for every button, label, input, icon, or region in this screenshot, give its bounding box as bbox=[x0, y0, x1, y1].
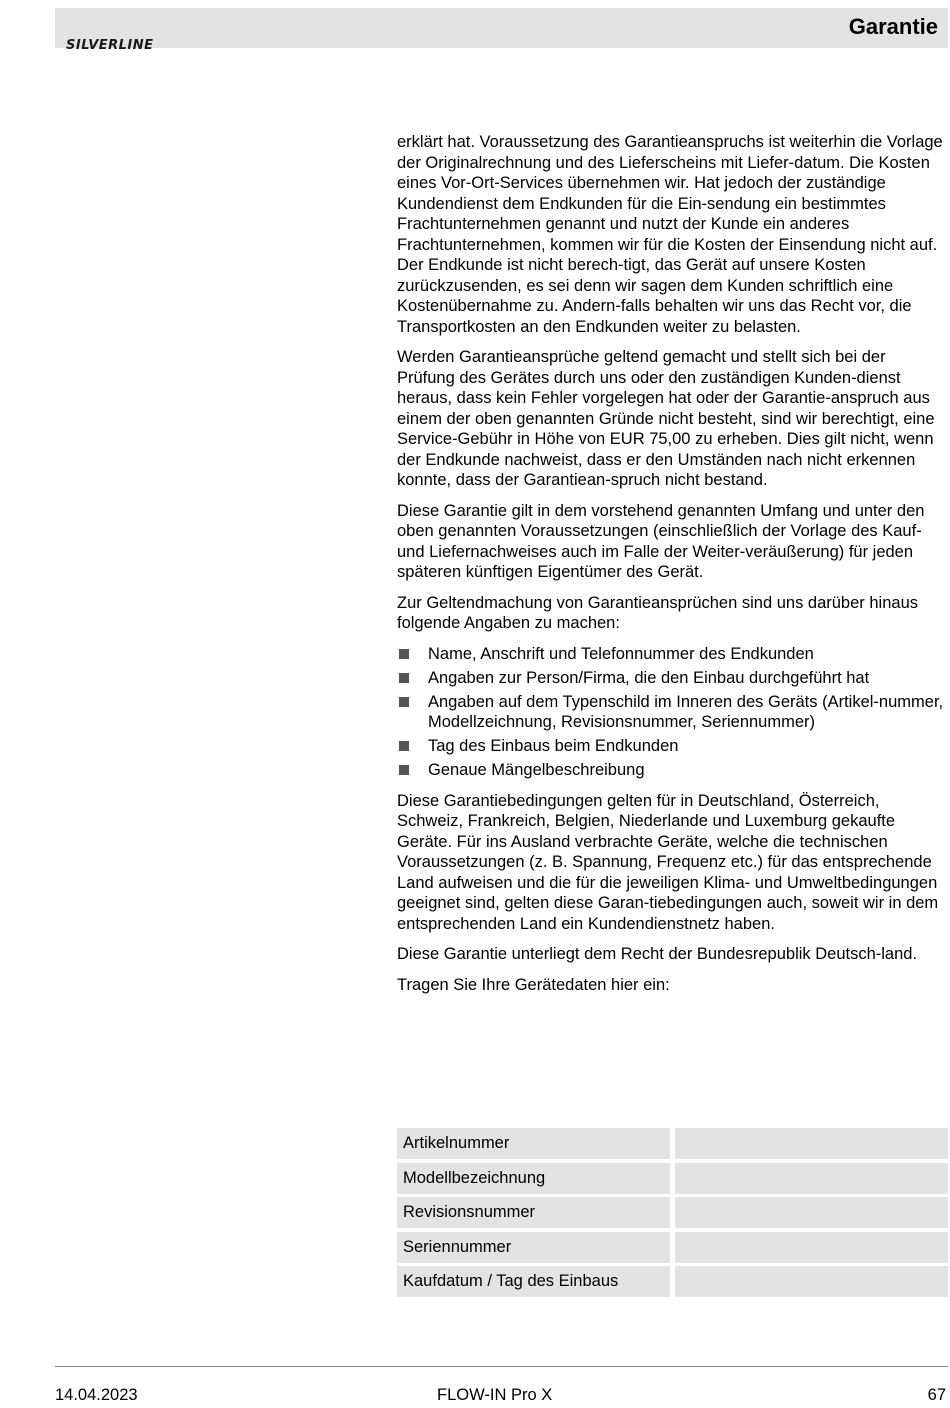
list-item-text: Tag des Einbaus beim Endkunden bbox=[428, 737, 679, 755]
list-item-text: Genaue Mängelbeschreibung bbox=[428, 761, 645, 779]
brand-logo: SILVERLINE bbox=[66, 38, 154, 53]
device-data-table bbox=[397, 1128, 948, 1301]
row-label: Modellbezeichnung bbox=[397, 1163, 670, 1194]
table-row bbox=[397, 1232, 948, 1263]
row-label: Artikelnummer bbox=[397, 1128, 670, 1159]
footer-divider bbox=[55, 1366, 948, 1367]
list-item-text: Angaben zur Person/Firma, die den Einbau durchgeführt hat bbox=[428, 668, 870, 687]
square-bullet-icon bbox=[399, 673, 409, 683]
revision-number-field[interactable] bbox=[675, 1197, 948, 1228]
paragraph: Diese Garantie unterliegt dem Recht der Bundesrepublik Deutsch-land. bbox=[397, 945, 918, 963]
main-content bbox=[397, 132, 947, 1005]
list-item bbox=[397, 736, 947, 757]
table-row bbox=[397, 1266, 948, 1297]
list-item-text: Angaben auf dem Typenschild im Inneren des Geräts (Artikel-nummer, Modellzeichnung, Revisionsnummer, Seriennummer) bbox=[428, 692, 944, 731]
table-row bbox=[397, 1128, 948, 1159]
paragraph: Tragen Sie Ihre Gerätedaten hier ein: bbox=[397, 975, 670, 994]
list-item-text: Name, Anschrift und Telefonnummer des Endkunden bbox=[428, 644, 814, 663]
square-bullet-icon bbox=[399, 741, 409, 751]
page-number: 67 bbox=[927, 1386, 946, 1404]
paragraph: Werden Garantieansprüche geltend gemacht und stellt sich bei der Prüfung des Gerätes durch uns oder den zuständigen Kunden-dienst heraus, dass kein Fehler vorgelegen hat oder der Garantie-anspruch aus einem der oben genannten Gründe nicht besteht, sind wir berechtigt, eine Service-Gebühr in Höhe von EUR 75,00 zu erheben. Dies gilt nicht, wenn der Endkunde nachweist, dass er den Umständen nach nicht erkennen konnte, dass der Garantiean-spruch nicht bestand. bbox=[397, 348, 935, 489]
header-bar bbox=[55, 8, 948, 48]
model-name-field[interactable] bbox=[675, 1163, 948, 1194]
row-label: Revisionsnummer bbox=[397, 1197, 670, 1228]
table-row bbox=[397, 1163, 948, 1194]
row-label: Kaufdatum / Tag des Einbaus bbox=[397, 1266, 670, 1297]
square-bullet-icon bbox=[399, 765, 409, 775]
page-title: Garantie bbox=[848, 14, 938, 39]
article-number-field[interactable] bbox=[675, 1128, 948, 1159]
footer-date: 14.04.2023 bbox=[55, 1386, 138, 1404]
list-item bbox=[397, 760, 947, 781]
paragraph: Zur Geltendmachung von Garantieansprüchen sind uns darüber hinaus folgende Angaben zu machen: bbox=[397, 593, 918, 632]
footer-product-name: FLOW-IN Pro X bbox=[437, 1386, 553, 1404]
square-bullet-icon bbox=[399, 697, 409, 707]
serial-number-field[interactable] bbox=[675, 1232, 948, 1263]
paragraph: erklärt hat. Voraussetzung des Garantieanspruchs ist weiterhin die Vorlage der Originalrechnung und des Lieferscheins mit Liefer-datum. Die Kosten eines Vor-Ort-Services übernehmen wir. Hat jedoch der zuständige Kundendienst dem Endkunden für die Ein-sendung ein bestimmtes Frachtunternehmen genannt und nutzt der Kunde ein anderes Frachtunternehmen, kommen wir für die Kosten der Einsendung nicht auf. Der Endkunde ist nicht berech-tigt, das Gerät auf unsere Kosten zurückzusenden, es sei denn wir sagen dem Kunden schriftlich eine Kostenübernahme zu. Andern-falls behalten wir uns das Recht vor, die Transportkosten an den Endkunden weiter zu belasten. bbox=[397, 133, 943, 336]
required-info-list bbox=[397, 644, 947, 781]
paragraph: Diese Garantie gilt in dem vorstehend genannten Umfang und unter den oben genannten Voraussetzungen (einschließlich der Vorlage des Kauf- und Liefernachweises auch im Falle der Weiter-veräußerung) für jeden späteren künftigen Eigentümer des Gerät. bbox=[397, 501, 925, 581]
paragraph: Diese Garantiebedingungen gelten für in Deutschland, Österreich, Schweiz, Frankreich, Belgien, Niederlande und Luxemburg gekaufte Geräte. Für ins Ausland verbrachte Geräte, welche die technischen Voraussetzungen (z. B. Spannung, Frequenz etc.) für das entsprechende Land aufweisen und die für die jeweiligen Klima- und Umweltbedingungen geeignet sind, gelten diese Garan-tiebedingungen auch, soweit wir in dem entsprechenden Land ein Kundendienstnetz haben. bbox=[397, 791, 939, 933]
square-bullet-icon bbox=[399, 649, 409, 659]
list-item bbox=[397, 692, 947, 733]
row-label: Seriennummer bbox=[397, 1232, 670, 1263]
purchase-date-field[interactable] bbox=[675, 1266, 948, 1297]
list-item bbox=[397, 668, 947, 689]
list-item bbox=[397, 644, 947, 665]
table-row bbox=[397, 1197, 948, 1228]
